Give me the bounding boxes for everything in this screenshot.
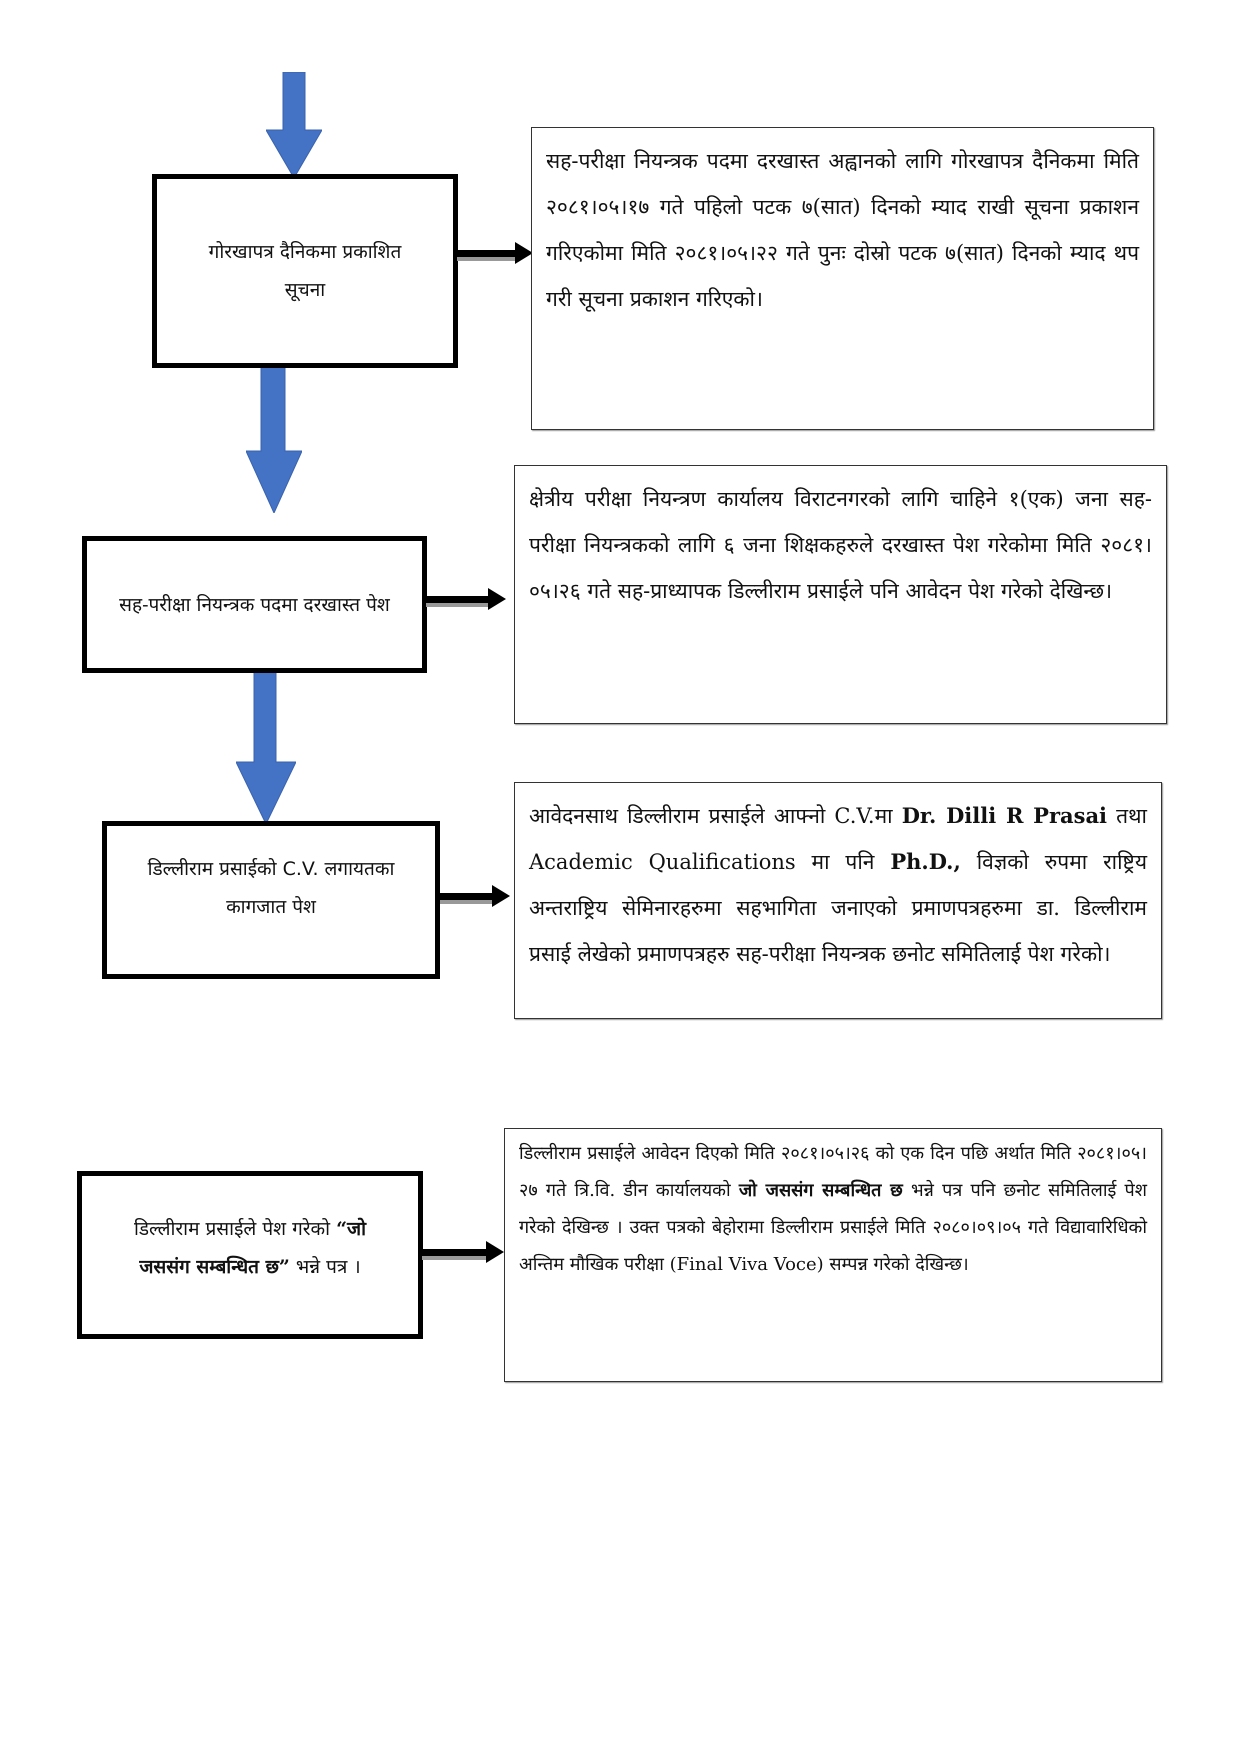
step-3-label: डिल्लीराम प्रसाईको C.V. लगायतका कागजात पेश — [147, 858, 395, 918]
step-3-box — [102, 821, 440, 979]
step-4-label: डिल्लीराम प्रसाईले पेश गरेको “जो जससंग सम्बन्धित छ” भन्ने पत्र । — [133, 1218, 367, 1278]
step-2-label: सह-परीक्षा नियन्त्रक पदमा दरखास्त पेश — [119, 593, 390, 616]
step-2-box — [82, 536, 427, 673]
step-1-box — [152, 174, 458, 368]
flow-arrow-down-icon — [246, 367, 302, 513]
cv-name-bold: Dr. Dilli R Prasai — [901, 803, 1108, 828]
phd-bold: Ph.D., — [890, 849, 961, 874]
step-4-detail: डिल्लीराम प्रसाईले आवेदन दिएको मिति २०८१।०५।२६ को एक दिन पछि अर्थात मिति २०८१।०५।२७ गते त्रि.वि. डीन कार्यालयको जो जससंग सम्बन्धित छ भन्ने पत्र पनि छनोट समितिलाई पेश गरेको देखिन्छ । उक्त पत्रको बेहोरामा डिल्लीराम प्रसाईले मिति २०८०।०९।०५ गते विद्यावारिधिको अन्तिम मौखिक परीक्षा (Final Viva Voce) सम्पन्न गरेको देखिन्छ। — [504, 1128, 1162, 1382]
arrow-right-icon — [426, 588, 506, 614]
flow-arrow-down-icon — [236, 672, 296, 824]
step-1-label: गोरखापत्र दैनिकमा प्रकाशित सूचना — [208, 241, 402, 301]
arrow-right-icon — [457, 242, 533, 268]
letter-title-bold: जो जससंग सम्बन्धित छ — [738, 1180, 903, 1201]
step-4-box — [77, 1171, 423, 1339]
step-3-detail: आवेदनसाथ डिल्लीराम प्रसाईले आफ्नो C.V.मा Dr. Dilli R Prasai तथा Academic Qualifications मा पनि Ph.D., विज्ञको रुपमा राष्ट्रिय अन्तराष्ट्रिय सेमिनारहरुमा सहभागिता जनाएको प्रमाणपत्रहरुमा डा. डिल्लीराम प्रसाई लेखेको प्रमाणपत्रहरु सह-परीक्षा नियन्त्रक छनोट समितिलाई पेश गरेको। — [514, 782, 1162, 1019]
arrow-right-icon — [422, 1241, 504, 1267]
flow-arrow-down-icon — [266, 72, 322, 178]
step-2-detail: क्षेत्रीय परीक्षा नियन्त्रण कार्यालय विराटनगरको लागि चाहिने १(एक) जना सह-परीक्षा नियन्त्रकको लागि ६ जना शिक्षकहरुले दरखास्त पेश गरेकोमा मिति २०८१।०५।२६ गते सह-प्राध्यापक डिल्लीराम प्रसाईले पनि आवेदन पेश गरेको देखिन्छ। — [514, 465, 1167, 724]
arrow-right-icon — [440, 885, 510, 911]
step-1-detail: सह-परीक्षा नियन्त्रक पदमा दरखास्त अह्वानको लागि गोरखापत्र दैनिकमा मिति २०८१।०५।१७ गते पहिलो पटक ७(सात) दिनको म्याद राखी सूचना प्रकाशन गरिएकोमा मिति २०८१।०५।२२ गते पुनः दोस्रो पटक ७(सात) दिनको म्याद थप गरी सूचना प्रकाशन गरिएको। — [531, 127, 1154, 430]
